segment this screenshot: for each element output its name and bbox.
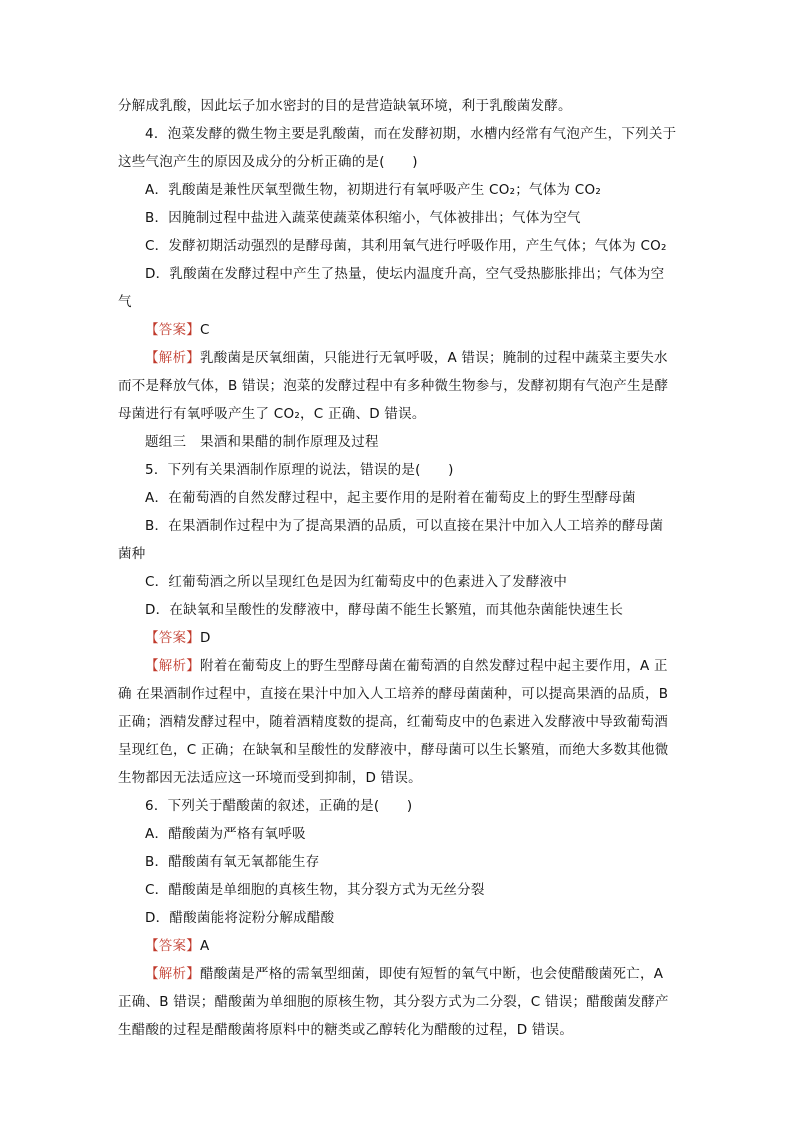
q6-option-d: D．醋酸菌能将淀粉分解成醋酸 <box>145 910 335 926</box>
q4-analysis-cont: 母菌进行有氧呼吸产生了 CO₂，C 正确、D 错误。 <box>118 406 426 422</box>
q6-option-c: C．醋酸菌是单细胞的真核生物，其分裂方式为无丝分裂 <box>145 882 485 898</box>
q6-answer <box>145 937 210 955</box>
q5-option-c: C．红葡萄酒之所以呈现红色是因为红葡萄皮中的色素进入了发酵液中 <box>145 574 568 590</box>
analysis-text: 乳酸菌是厌氧细菌，只能进行无氧呼吸，A 错误；腌制的过程中蔬菜主要失水 <box>200 350 668 366</box>
section-heading: 题组三 果酒和果醋的制作原理及过程 <box>145 434 379 450</box>
q6-analysis-cont: 正确、B 错误；醋酸菌为单细胞的原核生物，其分裂方式为二分裂，C 错误；醋酸菌发酵产 <box>118 994 669 1010</box>
question-6-stem: 6．下列关于醋酸菌的叙述，正确的是( ) <box>145 798 413 814</box>
q4-answer <box>145 321 210 339</box>
answer-tag: 【答案】 <box>145 938 200 954</box>
q4-option-d: D．乳酸菌在发酵过程中产生了热量，使坛内温度升高，空气受热膨胀排出；气体为空 <box>145 266 665 282</box>
analysis-text: 附着在葡萄皮上的野生型酵母菌在葡萄酒的自然发酵过程中起主要作用，A 正 <box>200 658 668 674</box>
answer-value: D <box>200 630 211 646</box>
q5-analysis-cont: 呈现红色，C 正确；在缺氧和呈酸性的发酵液中，酵母菌可以生长繁殖，而绝大多数其他微 <box>118 742 669 758</box>
q5-option-b-cont: 菌种 <box>118 546 146 562</box>
question-5-stem: 5．下列有关果酒制作原理的说法，错误的是( ) <box>145 462 454 478</box>
analysis-tag: 【解析】 <box>145 350 200 366</box>
q4-analysis-cont: 而不是释放气体，B 错误；泡菜的发酵过程中有多种微生物参与，发酵初期有气泡产生是酵 <box>118 378 669 394</box>
answer-value: C <box>200 322 210 338</box>
q5-analysis <box>145 657 668 675</box>
q6-option-a: A．醋酸菌为严格有氧呼吸 <box>145 826 306 842</box>
q5-option-a: A．在葡萄酒的自然发酵过程中，起主要作用的是附着在葡萄皮上的野生型酵母菌 <box>145 490 636 506</box>
answer-value: A <box>200 938 210 954</box>
q6-analysis-cont: 生醋酸的过程是醋酸菌将原料中的糖类或乙醇转化为醋酸的过程，D 错误。 <box>118 1022 574 1038</box>
q5-option-b: B．在果酒制作过程中为了提高果酒的品质，可以直接在果汁中加入人工培养的酵母菌 <box>145 518 664 534</box>
text-line: 分解成乳酸，因此坛子加水密封的目的是营造缺氧环境，利于乳酸菌发酵。 <box>118 98 572 114</box>
q5-analysis-cont: 确 在果酒制作过程中，直接在果汁中加入人工培养的酵母菌菌种，可以提高果酒的品质，B <box>118 686 669 702</box>
q4-option-c: C．发酵初期活动强烈的是酵母菌，其利用氧气进行呼吸作用，产生气体；气体为 CO₂ <box>145 238 667 254</box>
question-4-stem: 4．泡菜发酵的微生物主要是乳酸菌，而在发酵初期，水槽内经常有气泡产生，下列关于 <box>145 126 677 142</box>
q4-option-b: B．因腌制过程中盐进入蔬菜使蔬菜体积缩小，气体被排出；气体为空气 <box>145 210 581 226</box>
answer-tag: 【答案】 <box>145 322 200 338</box>
analysis-tag: 【解析】 <box>145 966 200 982</box>
q4-option-d-cont: 气 <box>118 294 132 310</box>
answer-tag: 【答案】 <box>145 630 200 646</box>
q4-option-a: A．乳酸菌是兼性厌氧型微生物，初期进行有氧呼吸产生 CO₂；气体为 CO₂ <box>145 182 601 198</box>
q4-analysis <box>145 349 668 367</box>
q5-option-d: D．在缺氧和呈酸性的发酵液中，酵母菌不能生长繁殖，而其他杂菌能快速生长 <box>145 602 624 618</box>
q6-option-b: B．醋酸菌有氧无氧都能生存 <box>145 854 320 870</box>
analysis-text: 醋酸菌是严格的需氧型细菌，即使有短暂的氧气中断，也会使醋酸菌死亡，A <box>200 966 664 982</box>
question-4-stem-cont: 这些气泡产生的原因及成分的分析正确的是( ) <box>118 154 418 170</box>
q5-analysis-cont: 正确；酒精发酵过程中，随着酒精度数的提高，红葡萄皮中的色素进入发酵液中导致葡萄酒 <box>118 714 668 730</box>
q5-answer <box>145 629 211 647</box>
q5-analysis-cont: 生物都因无法适应这一环境而受到抑制，D 错误。 <box>118 770 422 786</box>
q6-analysis <box>145 965 663 983</box>
analysis-tag: 【解析】 <box>145 658 200 674</box>
